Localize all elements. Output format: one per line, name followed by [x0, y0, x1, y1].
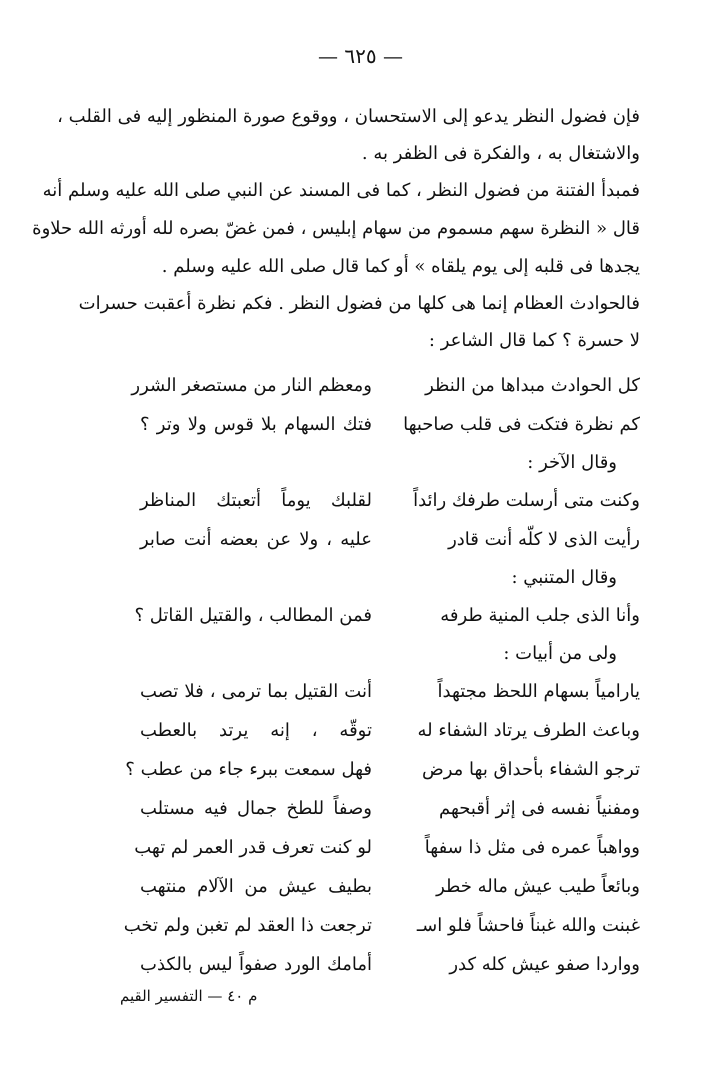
verse-second-hemistich: فهل سمعت ببرء جاء من عطب ؟ [125, 759, 372, 780]
verse-first-hemistich: وواردا صفو عيش كله كدر [449, 954, 640, 975]
verse-second-hemistich: ترجعت ذا العقد لم تغبن ولم تخب [123, 915, 372, 936]
verse-second-hemistich: لو كنت تعرف قدر العمر لم تهب [134, 837, 372, 858]
verse-first-hemistich: رأيت الذى لا كلّه أنت قادر [448, 529, 640, 550]
prose-line: والاشتغال به ، والفكرة فى الظفر به . [361, 143, 640, 164]
verse-second-hemistich: فمن المطالب ، والقتيل القاتل ؟ [134, 605, 372, 626]
verse-first-hemistich: يارامياً بسهام اللحظ مجتهداً [437, 681, 640, 702]
verse-first-hemistich: كل الحوادث مبداها من النظر [425, 375, 640, 396]
prose-line: فإن فضول النظر يدعو إلى الاستحسان ، ووقوع صورة المنظور إليه فى القلب ، [57, 106, 640, 127]
verse-second-hemistich: بطيف عيش من الآلام منتهب [140, 876, 372, 897]
poem-intro: وقال المتنبي : [511, 567, 617, 588]
verse-second-hemistich: توقّه ، إنه يرتد بالعطب [140, 720, 372, 741]
verse-first-hemistich: كم نظرة فتكت فى قلب صاحبها [403, 414, 640, 435]
verse-second-hemistich: لقلبك يوماً أتعبتك المناظر [140, 490, 372, 511]
page-number: — ٦٢٥ — [318, 44, 403, 68]
verse-second-hemistich: وصفاً للطخ جمال فيه مستلب [140, 798, 372, 819]
verse-first-hemistich: ترجو الشفاء بأحداق بها مرض [421, 759, 640, 780]
verse-first-hemistich: غبنت والله غبناً فاحشاً فلو اسـ [416, 915, 640, 936]
prose-line: لا حسرة ؟ كما قال الشاعر : [428, 330, 640, 351]
prose-line: يجدها فى قلبه إلى يوم يلقاه » أو كما قال صلى الله عليه وسلم . [161, 256, 640, 277]
poem-intro: ولى من أبيات : [503, 643, 617, 664]
verse-first-hemistich: وأنا الذى جلب المنية طرفه [440, 605, 640, 626]
verse-first-hemistich: وبائعاً طيب عيش ماله خطر [436, 876, 640, 897]
verse-second-hemistich: فتك السهام بلا قوس ولا وتر ؟ [140, 414, 372, 435]
verse-second-hemistich: أمامك الورد صفواً ليس بالكذب [140, 954, 372, 975]
verse-second-hemistich: عليه ، ولا عن بعضه أنت صابر [140, 529, 372, 550]
verse-first-hemistich: وواهباً عمره فى مثل ذا سفهاً [424, 837, 640, 858]
poem-intro: وقال الآخر : [527, 452, 617, 473]
verse-first-hemistich: وباعث الطرف يرتاد الشفاء له [417, 720, 640, 741]
prose-line: قال « النظرة سهم مسموم من سهام إبليس ، فمن غضّ بصره لله أورثه الله حلاوة [32, 218, 640, 239]
verse-second-hemistich: أنت القتيل بما ترمى ، فلا تصب [140, 681, 372, 702]
verse-first-hemistich: وكنت متى أرسلت طرفك رائداً [413, 490, 640, 511]
prose-line: فالحوادث العظام إنما هى كلها من فضول النظر . فكم نظرة أعقبت حسرات [78, 293, 640, 314]
verse-second-hemistich: ومعظم النار من مستصغر الشرر [131, 375, 372, 396]
page-footer-signature: م ٤٠ — التفسير القيم [120, 987, 258, 1005]
verse-first-hemistich: ومفنياً نفسه فى إثر أقبحهم [439, 798, 640, 819]
prose-line: فمبدأ الفتنة من فضول النظر ، كما فى المسند عن النبي صلى الله عليه وسلم أنه [42, 180, 640, 201]
